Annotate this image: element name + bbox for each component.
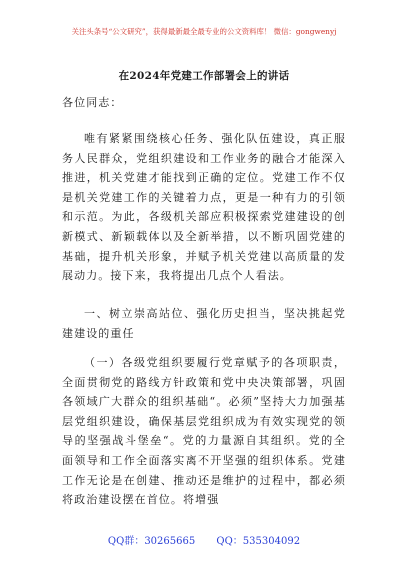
section-heading-one: 一、树立崇高站位、强化历史担当，坚决挑起党建建设的重任 xyxy=(62,307,346,340)
paragraph-subsection-one: （一）各级党组织要履行党章赋予的各项职责，全面贯彻党的路线方针政策和党中央决策部署，巩固各领域广大群众的组织基础“。必须”坚持大力加强基层党组织建设，确保基层党组织成为有效实现党的领导的坚强战斗堡垒“。党的力量源自其组织。党的全面领导和工作全面落实离不开坚强的组织体系。党建工作无论是在创建、推动还是维护的过程中，都必须将政治建设摆在首位。将增强 xyxy=(62,356,346,507)
salutation: 各位同志： xyxy=(62,96,123,109)
paragraph-intro: 唯有紧紧围绕核心任务、强化队伍建设，真正服务人民群众，党组织建设和工作业务的融合才能深入推进，机关党建才能找到正确的定位。党建工作不仅是机关党建工作的关键着力点，更是一种有力的引领和示范。为此，各级机关部应积极探索党建建设的创新模式、新颖载体以及全新举措，以不断巩固党建的基础，提升机关形象，并赋予机关党建以高质量的发展动力。接下来，我将提出几点个人看法。 xyxy=(62,132,346,283)
footer-qq-group: QQ群：30265665 xyxy=(107,536,196,547)
footer-qq-number: QQ：535304092 xyxy=(216,536,301,547)
header-promo-note: 关注头条号“公文研究”，获得最新最全最专业的公文资料库！ 微信：gongwenyj xyxy=(71,27,337,36)
document-title: 在2024年党建工作部署会上的讲话 xyxy=(118,70,290,82)
footer-contact xyxy=(0,532,408,547)
